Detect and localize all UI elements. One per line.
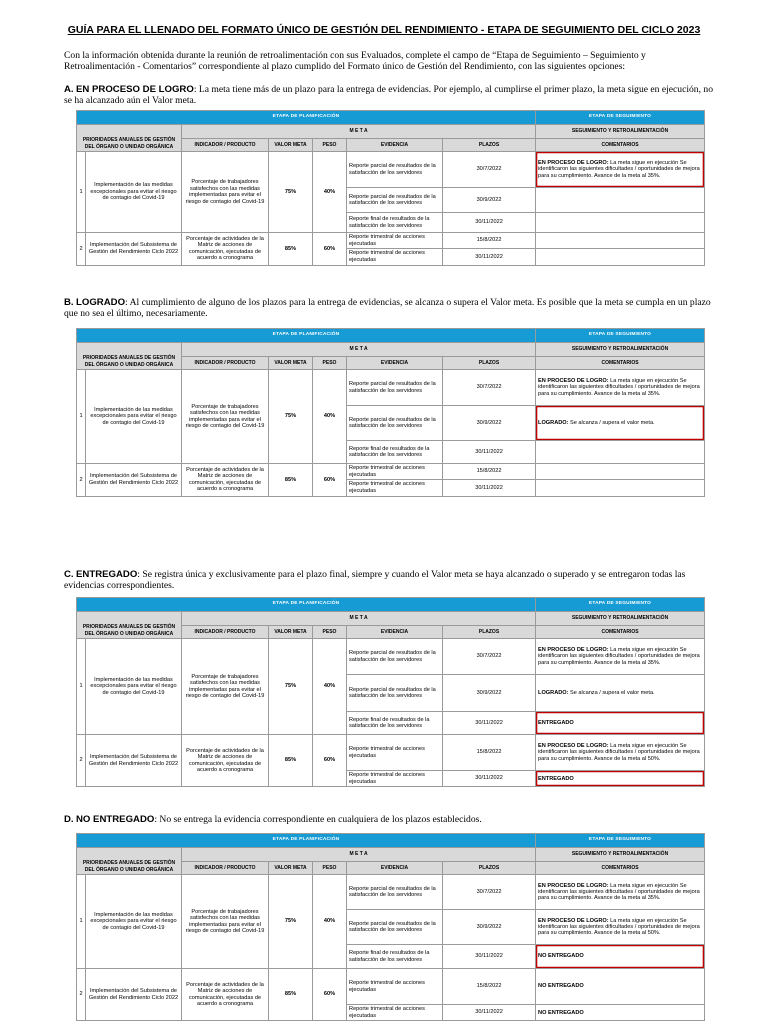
cell-comentario (536, 213, 705, 233)
cell-comentario: ENTREGADO (536, 712, 705, 735)
cell-comentario (536, 406, 705, 441)
comment-label: EN PROCESO DE LOGRO: (538, 647, 609, 654)
cell-evidencia: Reporte trimestral de acciones ejecutadas (347, 233, 443, 249)
section-label: ENTREGADO (76, 569, 138, 580)
cell-peso: 40% (313, 152, 347, 233)
header-evidencia: EVIDENCIA (347, 356, 443, 370)
header-peso: PESO (313, 356, 347, 370)
header-plazos: PLAZOS (443, 138, 536, 152)
header-meta: M E T A (182, 848, 536, 862)
cell-comentario: NO ENTREGADO (536, 969, 705, 1005)
header-seguimiento-retro: SEGUIMIENTO Y RETROALIMENTACIÓN (536, 125, 705, 139)
table-d (76, 833, 705, 1021)
section-text: : Se registra única y exclusivamente para el plazo final, siempre y cuando el Valor meta se haya alcanzado o superado y se entregaron todas las evidencias correspondientes. (64, 569, 686, 591)
cell-prioridad: Implementación de las medidas excepcionales para evitar el riesgo de contagio del Covid-19 (86, 639, 182, 735)
table-b (76, 328, 705, 497)
cell-plazo: 30/11/2022 (443, 945, 536, 969)
header-peso: PESO (313, 861, 347, 875)
cell-peso: 40% (313, 639, 347, 735)
row-number: 1 (77, 152, 86, 233)
header-etapa-planificacion: ETAPA DE PLANIFICACIÓN (77, 598, 536, 612)
header-etapa-seguimiento: ETAPA DE SEGUIMIENTO (536, 834, 705, 848)
section-text: : La meta tiene más de un plazo para la entrega de evidencias. Por ejemplo, al cumplirse el primer plazo, la meta sigue en ejecución, no se ha alcanzado aún el Valor meta. (64, 84, 713, 106)
cell-evidencia: Reporte parcial de resultados de la satisfacción de los servidores (347, 639, 443, 675)
cell-peso: 40% (313, 370, 347, 464)
header-valor-meta: VALOR META (269, 625, 313, 639)
cell-valor-meta: 85% (269, 735, 313, 787)
cell-plazo: 30/11/2022 (443, 480, 536, 496)
section-c-heading (64, 569, 714, 591)
cell-prioridad: Implementación de las medidas excepcionales para evitar el riesgo de contagio del Covid-19 (86, 370, 182, 464)
cell-plazo: 15/8/2022 (443, 464, 536, 480)
cell-peso: 60% (313, 969, 347, 1021)
row-number: 2 (77, 969, 86, 1021)
comment-text: La meta sigue en ejecución Se identificaron las siguientes dificultades / oportunidades de mejora para su cumplimiento. Avance de la meta al 35%. (538, 378, 700, 397)
cell-valor-meta: 75% (269, 370, 313, 464)
cell-evidencia: Reporte parcial de resultados de la satisfacción de los servidores (347, 875, 443, 910)
cell-prioridad: Implementación de las medidas excepcionales para evitar el riesgo de contagio del Covid-19 (86, 875, 182, 969)
cell-plazo: 30/11/2022 (443, 1005, 536, 1021)
cell-comentario: ENTREGADO (536, 771, 705, 787)
header-seguimiento-retro: SEGUIMIENTO Y RETROALIMENTACIÓN (536, 848, 705, 862)
header-valor-meta: VALOR META (269, 356, 313, 370)
row-number: 2 (77, 233, 86, 265)
section-letter: D. (64, 814, 74, 825)
header-indicador: INDICADOR / PRODUCTO (182, 625, 269, 639)
cell-valor-meta: 85% (269, 464, 313, 496)
header-evidencia: EVIDENCIA (347, 625, 443, 639)
table-c (76, 597, 705, 787)
header-plazos: PLAZOS (443, 861, 536, 875)
row-number: 2 (77, 735, 86, 787)
document-title: GUÍA PARA EL LLENADO DEL FORMATO ÚNICO DE GESTIÓN DEL RENDIMIENTO - ETAPA DE SEGUIMIENTO DEL CICLO 2023 (67, 24, 701, 36)
cell-indicador: Porcentaje de trabajadores satisfechos con las medidas implementadas para evitar el riesgo de contagio del Covid-19 (182, 639, 269, 735)
comment-text: Se alcanza / supera el valor meta. (568, 419, 655, 426)
section-d-heading (64, 814, 714, 825)
cell-comentario (536, 152, 705, 188)
table-a (76, 110, 705, 266)
header-peso: PESO (313, 138, 347, 152)
header-comentarios: COMENTARIOS (536, 861, 705, 875)
cell-comentario: NO ENTREGADO (536, 945, 705, 969)
cell-plazo: 30/7/2022 (443, 639, 536, 675)
header-evidencia: EVIDENCIA (347, 138, 443, 152)
cell-plazo: 30/11/2022 (443, 213, 536, 233)
cell-prioridad: Implementación del Subsistema de Gestión del Rendimiento Ciclo 2022 (86, 464, 182, 496)
comment-label: LOGRADO: (538, 419, 569, 426)
row-number: 1 (77, 639, 86, 735)
cell-evidencia: Reporte parcial de resultados de la satisfacción de los servidores (347, 188, 443, 213)
comment-text: La meta sigue en ejecución Se identificaron las siguientes dificultades / oportunidades de mejora para su cumplimiento. Avance de la meta al 35%. (538, 882, 700, 902)
cell-plazo: 15/8/2022 (443, 233, 536, 249)
cell-plazo: 30/11/2022 (443, 712, 536, 735)
cell-comentario (536, 441, 705, 464)
section-label: NO ENTREGADO (76, 814, 155, 825)
cell-plazo: 30/9/2022 (443, 675, 536, 712)
header-valor-meta: VALOR META (269, 138, 313, 152)
header-etapa-planificacion: ETAPA DE PLANIFICACIÓN (77, 329, 536, 343)
cell-comentario (536, 675, 705, 712)
comment-text: La meta sigue en ejecución Se identificaron las siguientes dificultades / oportunidades de mejora para su cumplimiento. Avance de la meta al 35%. (538, 160, 700, 179)
cell-plazo: 30/7/2022 (443, 370, 536, 406)
cell-comentario (536, 910, 705, 945)
header-prioridades: PRIORIDADES ANUALES DE GESTIÓN DEL ÓRGANO O UNIDAD ORGÁNICA (77, 125, 182, 152)
comment-label: EN PROCESO DE LOGRO: (538, 743, 609, 750)
cell-comentario (536, 188, 705, 213)
cell-plazo: 30/7/2022 (443, 875, 536, 910)
row-number: 1 (77, 370, 86, 464)
cell-prioridad: Implementación del Subsistema de Gestión del Rendimiento Ciclo 2022 (86, 969, 182, 1021)
cell-indicador: Porcentaje de trabajadores satisfechos con las medidas implementadas para evitar el riesgo de contagio del Covid-19 (182, 152, 269, 233)
comment-text: La meta sigue en ejecución Se identificaron las siguientes dificultades / oportunidades de mejora para su cumplimiento. Avance de la meta al 50%. (538, 743, 700, 762)
cell-valor-meta: 75% (269, 875, 313, 969)
header-etapa-seguimiento: ETAPA DE SEGUIMIENTO (536, 329, 705, 343)
cell-evidencia: Reporte final de resultados de la satisfacción de los servidores (347, 945, 443, 969)
cell-prioridad: Implementación del Subsistema de Gestión del Rendimiento Ciclo 2022 (86, 233, 182, 265)
cell-plazo: 30/9/2022 (443, 406, 536, 441)
header-plazos: PLAZOS (443, 356, 536, 370)
header-etapa-seguimiento: ETAPA DE SEGUIMIENTO (536, 111, 705, 125)
comment-label: EN PROCESO DE LOGRO: (538, 917, 609, 924)
comment-text: La meta sigue en ejecución Se identificaron las siguientes dificultades / oportunidades de mejora para su cumplimiento. Avance de la meta al 35%. (538, 647, 700, 666)
cell-prioridad: Implementación de las medidas excepcionales para evitar el riesgo de contagio del Covid-19 (86, 152, 182, 233)
header-seguimiento-retro: SEGUIMIENTO Y RETROALIMENTACIÓN (536, 612, 705, 626)
cell-evidencia: Reporte parcial de resultados de la satisfacción de los servidores (347, 152, 443, 188)
section-letter: B. (64, 297, 74, 308)
cell-indicador: Porcentaje de actividades de la Matriz de acciones de comunicación, ejecutadas de acuerdo a cronograma (182, 969, 269, 1021)
section-letter: C. (64, 569, 74, 580)
header-meta: M E T A (182, 343, 536, 357)
intro-paragraph: Con la información obtenida durante la reunión de retroalimentación con sus Evaluados, complete el campo de “Etapa de Seguimiento – Seguimiento y Retroalimentación - Comentarios” correspondiente al plazo cumplido del Formato único de Gestión del Rendimiento, con las siguientes opciones: (64, 50, 646, 72)
cell-evidencia: Reporte trimestral de acciones ejecutadas (347, 480, 443, 496)
cell-valor-meta: 85% (269, 969, 313, 1021)
cell-evidencia: Reporte trimestral de acciones ejecutadas (347, 464, 443, 480)
cell-valor-meta: 85% (269, 233, 313, 265)
comment-label: EN PROCESO DE LOGRO: (538, 160, 609, 167)
cell-evidencia: Reporte parcial de resultados de la satisfacción de los servidores (347, 406, 443, 441)
cell-comentario: NO ENTREGADO (536, 1005, 705, 1021)
cell-plazo: 15/8/2022 (443, 735, 536, 771)
row-number: 2 (77, 464, 86, 496)
header-indicador: INDICADOR / PRODUCTO (182, 861, 269, 875)
cell-comentario (536, 370, 705, 406)
section-a-heading (64, 84, 714, 106)
header-meta: M E T A (182, 125, 536, 139)
cell-peso: 60% (313, 233, 347, 265)
cell-indicador: Porcentaje de actividades de la Matriz de acciones de comunicación, ejecutadas de acuerdo a cronograma (182, 233, 269, 265)
cell-plazo: 30/9/2022 (443, 910, 536, 945)
cell-valor-meta: 75% (269, 152, 313, 233)
section-text: : No se entrega la evidencia correspondiente en cualquiera de los plazos establecidos. (154, 814, 482, 825)
cell-comentario (536, 249, 705, 265)
cell-plazo: 30/11/2022 (443, 771, 536, 787)
cell-evidencia: Reporte parcial de resultados de la satisfacción de los servidores (347, 910, 443, 945)
header-peso: PESO (313, 625, 347, 639)
cell-evidencia: Reporte trimestral de acciones ejecutadas (347, 1005, 443, 1021)
cell-comentario (536, 735, 705, 771)
header-comentarios: COMENTARIOS (536, 138, 705, 152)
comment-text: Se alcanza / supera el valor meta. (568, 689, 655, 696)
section-text: : Al cumplimiento de alguno de los plazos para la entrega de evidencias, se alcanza o supera el Valor meta. Es posible que la meta se cumpla en un plazo que no sea el último, necesariamente. (64, 297, 711, 319)
cell-comentario (536, 875, 705, 910)
header-etapa-planificacion: ETAPA DE PLANIFICACIÓN (77, 111, 536, 125)
cell-evidencia: Reporte trimestral de acciones ejecutadas (347, 771, 443, 787)
cell-comentario (536, 233, 705, 249)
header-etapa-seguimiento: ETAPA DE SEGUIMIENTO (536, 598, 705, 612)
cell-prioridad: Implementación del Subsistema de Gestión del Rendimiento Ciclo 2022 (86, 735, 182, 787)
section-label: LOGRADO (76, 297, 126, 308)
header-etapa-planificacion: ETAPA DE PLANIFICACIÓN (77, 834, 536, 848)
cell-plazo: 30/11/2022 (443, 441, 536, 464)
cell-plazo: 30/7/2022 (443, 152, 536, 188)
cell-indicador: Porcentaje de trabajadores satisfechos con las medidas implementadas para evitar el riesgo de contagio del Covid-19 (182, 875, 269, 969)
cell-peso: 60% (313, 464, 347, 496)
section-label: EN PROCESO DE LOGRO (76, 84, 194, 95)
cell-plazo: 30/11/2022 (443, 249, 536, 265)
cell-evidencia: Reporte parcial de resultados de la satisfacción de los servidores (347, 370, 443, 406)
comment-label: EN PROCESO DE LOGRO: (538, 882, 609, 889)
cell-evidencia: Reporte trimestral de acciones ejecutadas (347, 735, 443, 771)
cell-plazo: 30/9/2022 (443, 188, 536, 213)
cell-peso: 40% (313, 875, 347, 969)
row-number: 1 (77, 875, 86, 969)
header-indicador: INDICADOR / PRODUCTO (182, 356, 269, 370)
section-letter: A. (64, 84, 74, 95)
comment-label: EN PROCESO DE LOGRO: (538, 378, 609, 385)
header-prioridades: PRIORIDADES ANUALES DE GESTIÓN DEL ÓRGANO O UNIDAD ORGÁNICA (77, 612, 182, 639)
cell-indicador: Porcentaje de actividades de la Matriz de acciones de comunicación, ejecutadas de acuerdo a cronograma (182, 464, 269, 496)
header-valor-meta: VALOR META (269, 861, 313, 875)
comment-text: La meta sigue en ejecución Se identificaron las siguientes dificultades / oportunidades de mejora para su cumplimiento. Avance de la meta al 50%. (538, 917, 700, 937)
header-indicador: INDICADOR / PRODUCTO (182, 138, 269, 152)
cell-evidencia: Reporte final de resultados de la satisfacción de los servidores (347, 441, 443, 464)
cell-valor-meta: 75% (269, 639, 313, 735)
cell-evidencia: Reporte trimestral de acciones ejecutadas (347, 249, 443, 265)
cell-comentario (536, 639, 705, 675)
section-b-heading (64, 297, 714, 319)
cell-peso: 60% (313, 735, 347, 787)
header-comentarios: COMENTARIOS (536, 625, 705, 639)
header-comentarios: COMENTARIOS (536, 356, 705, 370)
comment-label: LOGRADO: (538, 689, 569, 696)
header-prioridades: PRIORIDADES ANUALES DE GESTIÓN DEL ÓRGANO O UNIDAD ORGÁNICA (77, 848, 182, 875)
header-plazos: PLAZOS (443, 625, 536, 639)
header-evidencia: EVIDENCIA (347, 861, 443, 875)
cell-plazo: 15/8/2022 (443, 969, 536, 1005)
cell-comentario (536, 480, 705, 496)
header-seguimiento-retro: SEGUIMIENTO Y RETROALIMENTACIÓN (536, 343, 705, 357)
cell-evidencia: Reporte parcial de resultados de la satisfacción de los servidores (347, 675, 443, 712)
cell-comentario (536, 464, 705, 480)
cell-evidencia: Reporte final de resultados de la satisfacción de los servidores (347, 213, 443, 233)
cell-indicador: Porcentaje de actividades de la Matriz de acciones de comunicación, ejecutadas de acuerdo a cronograma (182, 735, 269, 787)
cell-evidencia: Reporte trimestral de acciones ejecutadas (347, 969, 443, 1005)
header-meta: M E T A (182, 612, 536, 626)
cell-indicador: Porcentaje de trabajadores satisfechos con las medidas implementadas para evitar el riesgo de contagio del Covid-19 (182, 370, 269, 464)
header-prioridades: PRIORIDADES ANUALES DE GESTIÓN DEL ÓRGANO O UNIDAD ORGÁNICA (77, 343, 182, 370)
cell-evidencia: Reporte final de resultados de la satisfacción de los servidores (347, 712, 443, 735)
